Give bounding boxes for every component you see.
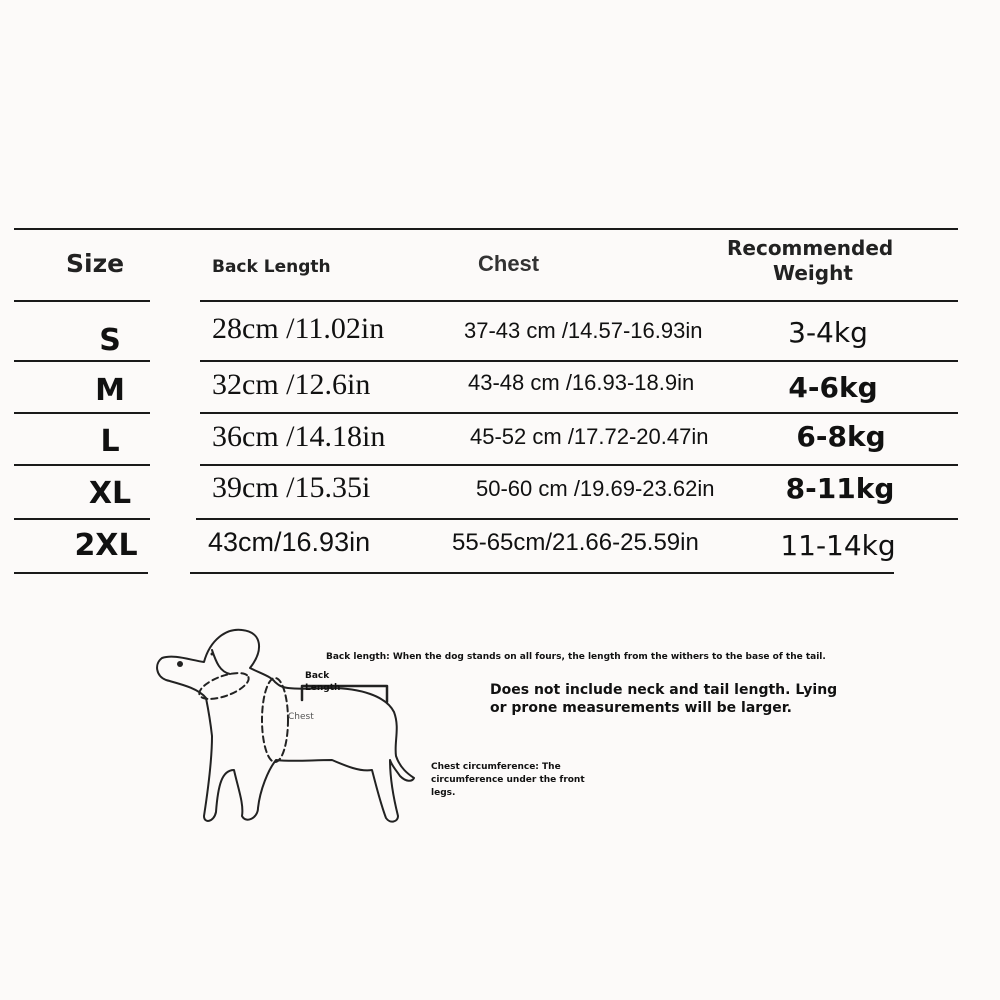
header-chest: Chest <box>478 251 540 276</box>
table-bottom-rule-left <box>14 572 148 574</box>
row-l-weight: 6-8kg <box>796 420 886 453</box>
table-bottom-rule-right <box>190 572 894 574</box>
exclusion-note-line2: or prone measurements will be larger. <box>490 700 792 716</box>
dog-neck-measure <box>196 668 252 705</box>
row-2xl-size: 2XL <box>74 528 138 563</box>
row-l-chest: 45-52 cm /17.72-20.47in <box>470 424 709 449</box>
back-length-note: Back length: When the dog stands on all fours, the length from the withers to the base of the tail. <box>326 652 826 662</box>
row-s-weight: 3-4kg <box>788 316 868 349</box>
row-s-back-length: 28cm /11.02in <box>212 312 385 345</box>
header-weight-line2: Weight <box>773 261 853 285</box>
chest-note-line2: circumference under the front <box>431 775 585 785</box>
table-rule-right-5 <box>196 518 958 520</box>
row-l-back-length: 36cm /14.18in <box>212 420 386 453</box>
row-2xl-back-length: 43cm/16.93in <box>208 527 371 557</box>
table-rule-left-3 <box>14 412 150 414</box>
table-rule-right-4 <box>200 464 958 466</box>
exclusion-note-line1: Does not include neck and tail length. Lying <box>490 682 838 698</box>
row-m-chest: 43-48 cm /16.93-18.9in <box>468 370 695 395</box>
row-l-size: L <box>100 424 120 459</box>
chest-label: Chest <box>288 712 314 722</box>
table-rule-left-2 <box>14 360 150 362</box>
row-s-chest: 37-43 cm /14.57-16.93in <box>464 318 703 343</box>
chest-note-line1: Chest circumference: The <box>431 762 561 772</box>
row-m-size: M <box>95 373 125 408</box>
back-length-label-line1: Back <box>305 671 330 681</box>
table-rule-right-1 <box>200 300 958 302</box>
table-rule-left-4 <box>14 464 150 466</box>
table-rule-right-2 <box>200 360 958 362</box>
row-xl-weight: 8-11kg <box>785 472 895 505</box>
table-rule-left-1 <box>14 300 150 302</box>
row-m-weight: 4-6kg <box>788 371 878 404</box>
row-m-back-length: 32cm /12.6in <box>212 368 371 401</box>
row-xl-size: XL <box>88 476 132 511</box>
header-back-length: Back Length <box>212 257 331 277</box>
dog-chest-measure <box>262 678 288 762</box>
table-rule-left-5 <box>14 518 150 520</box>
row-2xl-chest: 55-65cm/21.66-25.59in <box>452 529 699 556</box>
dog-ear <box>212 650 230 674</box>
row-2xl-weight: 11-14kg <box>780 529 896 562</box>
chest-note-line3: legs. <box>431 788 456 798</box>
row-xl-chest: 50-60 cm /19.69-23.62in <box>476 476 715 501</box>
table-top-rule <box>14 228 958 230</box>
table-rule-right-3 <box>200 412 958 414</box>
row-xl-back-length: 39cm /15.35i <box>212 471 371 504</box>
row-s-size: S <box>99 323 121 358</box>
header-weight-line1: Recommended <box>727 236 894 260</box>
back-length-label-line2: Length <box>305 683 341 693</box>
header-size: Size <box>66 249 125 278</box>
